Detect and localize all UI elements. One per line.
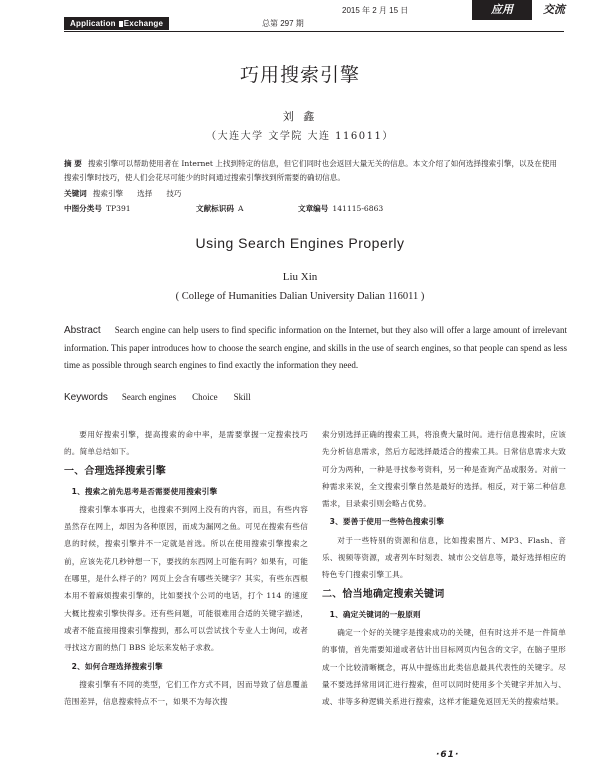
header-section-en-1: Application	[70, 19, 116, 28]
keyword-en: Choice	[192, 392, 218, 402]
paragraph: 索分别选择正确的搜索工具，将浪费大量时间。进行信息搜索时，应该先分析信息需求，然后方起选择最适合的搜索工具。日常信息需求大致可分为两种，一种是寻找参考资料，另一种是查询产品或服务。对前一种需求来说，全文搜索引擎自然是最好的选择。相反，对于第二种信息需求，目录索引则会略占优势。	[322, 430, 566, 509]
header-tag-divider	[119, 21, 123, 27]
publication-date: 2015 年 2 月 15 日	[342, 6, 409, 15]
abstract-cn-text: 搜索引擎可以帮助使用者在 Internet 上找到特定的信息，但它们同时也会返回大量无关的信息。本文介绍了如何选择搜索引擎，以及在使用搜索引擎时技巧，使人们会花尽可能少的时间通过搜索引擎找到所需要的确切信息。	[64, 159, 558, 182]
keywords-chinese	[64, 187, 564, 201]
document-code-value: A	[237, 204, 244, 213]
article-number-label: 文章编号	[298, 204, 329, 213]
affiliation-chinese: （大连大学 文学院 大连 116011）	[206, 131, 394, 142]
paragraph: 确定一个好的关键字是搜索成功的关键，但有时这并不是一件简单的事情，首先需要知道或者估计出目标网页内包含的文字，在脑子里形成一个比较清晰概念，再从中提炼出此类信息最具代表性的关键字。尽量不要选择常用词汇进行搜索，但可以同时使用多个关键字并加入与、或、非等多种逻辑关系进行搜索，这样才能避免返回无关的搜索结果。	[322, 627, 566, 707]
header-section-en-2: Exchange	[123, 19, 164, 28]
keywords-en-label: Keywords	[64, 392, 108, 403]
abstract-english	[64, 322, 567, 375]
affiliation-english: ( College of Humanities Dalian University Dalian 116011 )	[175, 291, 425, 302]
header-section-tag	[64, 17, 169, 30]
subsection-heading: 1、搜索之前先思考是否需要使用搜索引擎	[71, 486, 218, 496]
section-heading: 二、恰当地确定搜索关键词	[322, 588, 445, 600]
paragraph: 搜索引擎有不同的类型，它们工作方式不同，因而导致了信息覆盖范围差异，信息搜索特点不一，如果不为每次搜	[64, 679, 308, 707]
keyword-cn: 技巧	[166, 189, 182, 198]
title-chinese: 巧用搜索引擎	[239, 64, 360, 86]
abstract-chinese	[64, 157, 564, 185]
article-number	[298, 202, 383, 216]
header-rule	[64, 31, 564, 32]
column-badge-part-2: 交流	[534, 0, 574, 20]
paragraph: 对于一些特别的资源和信息，比如搜索图片、MP3、Flash、音乐、视频等资源，或者列车时刻表、城市公交信息等，最好选择相应的特色专门搜索引擎工具。	[322, 535, 566, 580]
keyword-en: Search engines	[121, 392, 177, 402]
document-code	[196, 202, 243, 216]
subsection-heading: 2、如何合理选择搜索引擎	[71, 661, 163, 671]
body-column-right	[322, 426, 566, 710]
column-badge	[472, 0, 600, 20]
clc-label: 中图分类号	[64, 204, 102, 213]
page-number: ·61·	[436, 750, 460, 760]
abstract-cn-label: 摘 要	[64, 159, 82, 168]
body-column-left	[64, 426, 308, 710]
subsection-heading: 1、确定关键词的一般原则	[329, 609, 421, 619]
paragraph: 要用好搜索引擎，提高搜索的命中率，是需要掌握一定搜索技巧的。简单总结如下。	[64, 430, 308, 457]
keywords-english	[64, 392, 267, 403]
keyword-en: Skill	[233, 392, 251, 402]
author-english: Liu Xin	[282, 271, 318, 283]
document-code-label: 文献标识码	[196, 204, 234, 213]
keywords-cn-label: 关键词	[64, 189, 87, 198]
clc-number	[64, 202, 131, 216]
keyword-cn: 搜索引擎	[92, 189, 124, 198]
column-badge-part-1: 应用	[472, 0, 532, 20]
clc-value: TP391	[105, 204, 131, 213]
subsection-heading: 3、要善于使用一些特色搜索引擎	[329, 517, 445, 527]
keyword-cn: 选择	[137, 189, 153, 198]
title-english: Using Search Engines Properly	[195, 235, 405, 251]
author-chinese: 刘 鑫	[282, 110, 318, 123]
issue-number: 总第 297 期	[262, 19, 304, 28]
article-number-value: 141115-6863	[332, 204, 384, 213]
abstract-en-label: Abstract	[64, 325, 101, 336]
abstract-en-text: Search engine can help users to find specific information on the Internet, but they also will offer a large amount of irrelevant information. This paper introduces how to choose the search engine, and skills in the use of search engines, so that people can spend as less time as possible through search engines to find exactly the information they need.	[64, 325, 567, 370]
paragraph: 搜索引擎本事再大，也搜索不到网上没有的内容，而且，有些内容虽然存在网上，却因为各种原因，而成为漏网之鱼。可见在搜索有些信息的时候，搜索引擎并不一定就是首选。所以在使用搜索引擎搜索之前，应该先花几秒钟想一下，要找的东西网上可能有吗？如果有，可能在哪里，是什么样子的？网页上会含有哪些关键字？其实，有些东西根本用不着麻烦搜索引擎的，比如要找个公司的电话，打个 114 的速度大概比搜索引擎快得多。还有些问题，可能很难用合适的关键字描述，或者不能直接用搜索引擎搜到，那么可以尝试找个专业人士询问，或者寻找这方面的热门 BBS 论坛来发帖子求救。	[64, 504, 308, 653]
section-heading: 一、合理选择搜索引擎	[64, 465, 166, 477]
